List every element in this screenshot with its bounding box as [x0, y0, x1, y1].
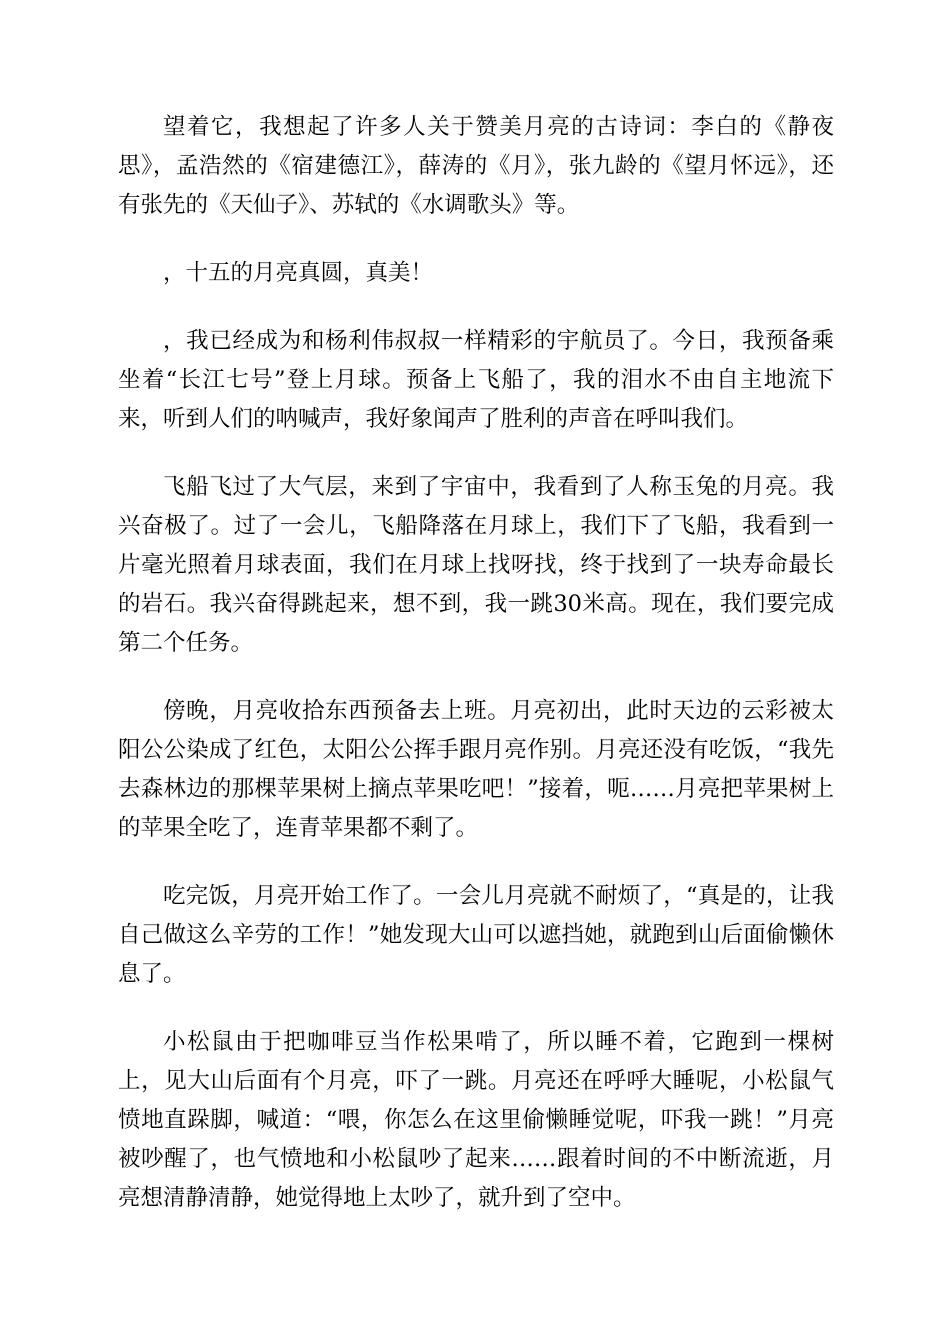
paragraph-after-dinner: 吃完饭，月亮开始工作了。一会儿月亮就不耐烦了，“真是的，让我自己做这么辛劳的工作！”她发现大山可以遮挡她，就跑到山后面偷懒休息了。 — [118, 883, 834, 987]
paragraph-poems: 望着它，我想起了许多人关于赞美月亮的古诗词：李白的《静夜思》，孟浩然的《宿建德江》，薛涛的《月》，张九龄的《望月怀远》，还有张先的《天仙子》、苏轼的《水调歌头》等。 — [118, 114, 834, 218]
paragraph-full-moon: ，十五的月亮真圆，真美！ — [163, 260, 434, 286]
document-body — [118, 108, 834, 1218]
paragraph-astronaut: ，我已经成为和杨利伟叔叔一样精彩的宇航员了。今日，我预备乘坐着“长江七号”登上月球。预备上飞船了，我的泪水不由自主地流下来，听到人们的呐喊声，我好象闻声了胜利的声音在呼叫我们。 — [118, 328, 834, 432]
paragraph-evening: 傍晚，月亮收拾东西预备去上班。月亮初出，此时天边的云彩被太阳公公染成了红色，太阳公公挥手跟月亮作别。月亮还没有吃饭，“我先去森林边的那棵苹果树上摘点苹果吃吧！”接着，呃……月亮把苹果树上的苹果全吃了，连青苹果都不剩了。 — [118, 698, 834, 841]
paragraph-spaceship: 飞船飞过了大气层，来到了宇宙中，我看到了人称玉兔的月亮。我兴奋极了。过了一会儿，飞船降落在月球上，我们下了飞船，我看到一片毫光照着月球表面，我们在月球上找呀找，终于找到了一块寿命最长的岩石。我兴奋得跳起来，想不到，我一跳30米高。现在，我们要完成第二个任务。 — [118, 474, 834, 656]
paragraph-squirrel: 小松鼠由于把咖啡豆当作松果啃了，所以睡不着，它跑到一棵树上，见大山后面有个月亮，吓了一跳。月亮还在呼呼大睡呢，小松鼠气愤地直跺脚，喊道：“喂，你怎么在这里偷懒睡觉呢，吓我一跳！”月亮被吵醒了，也气愤地和小松鼠吵了起来……跟着时间的不中断流逝，月亮想清静清静，她觉得地上太吵了，就升到了空中。 — [118, 1029, 834, 1211]
